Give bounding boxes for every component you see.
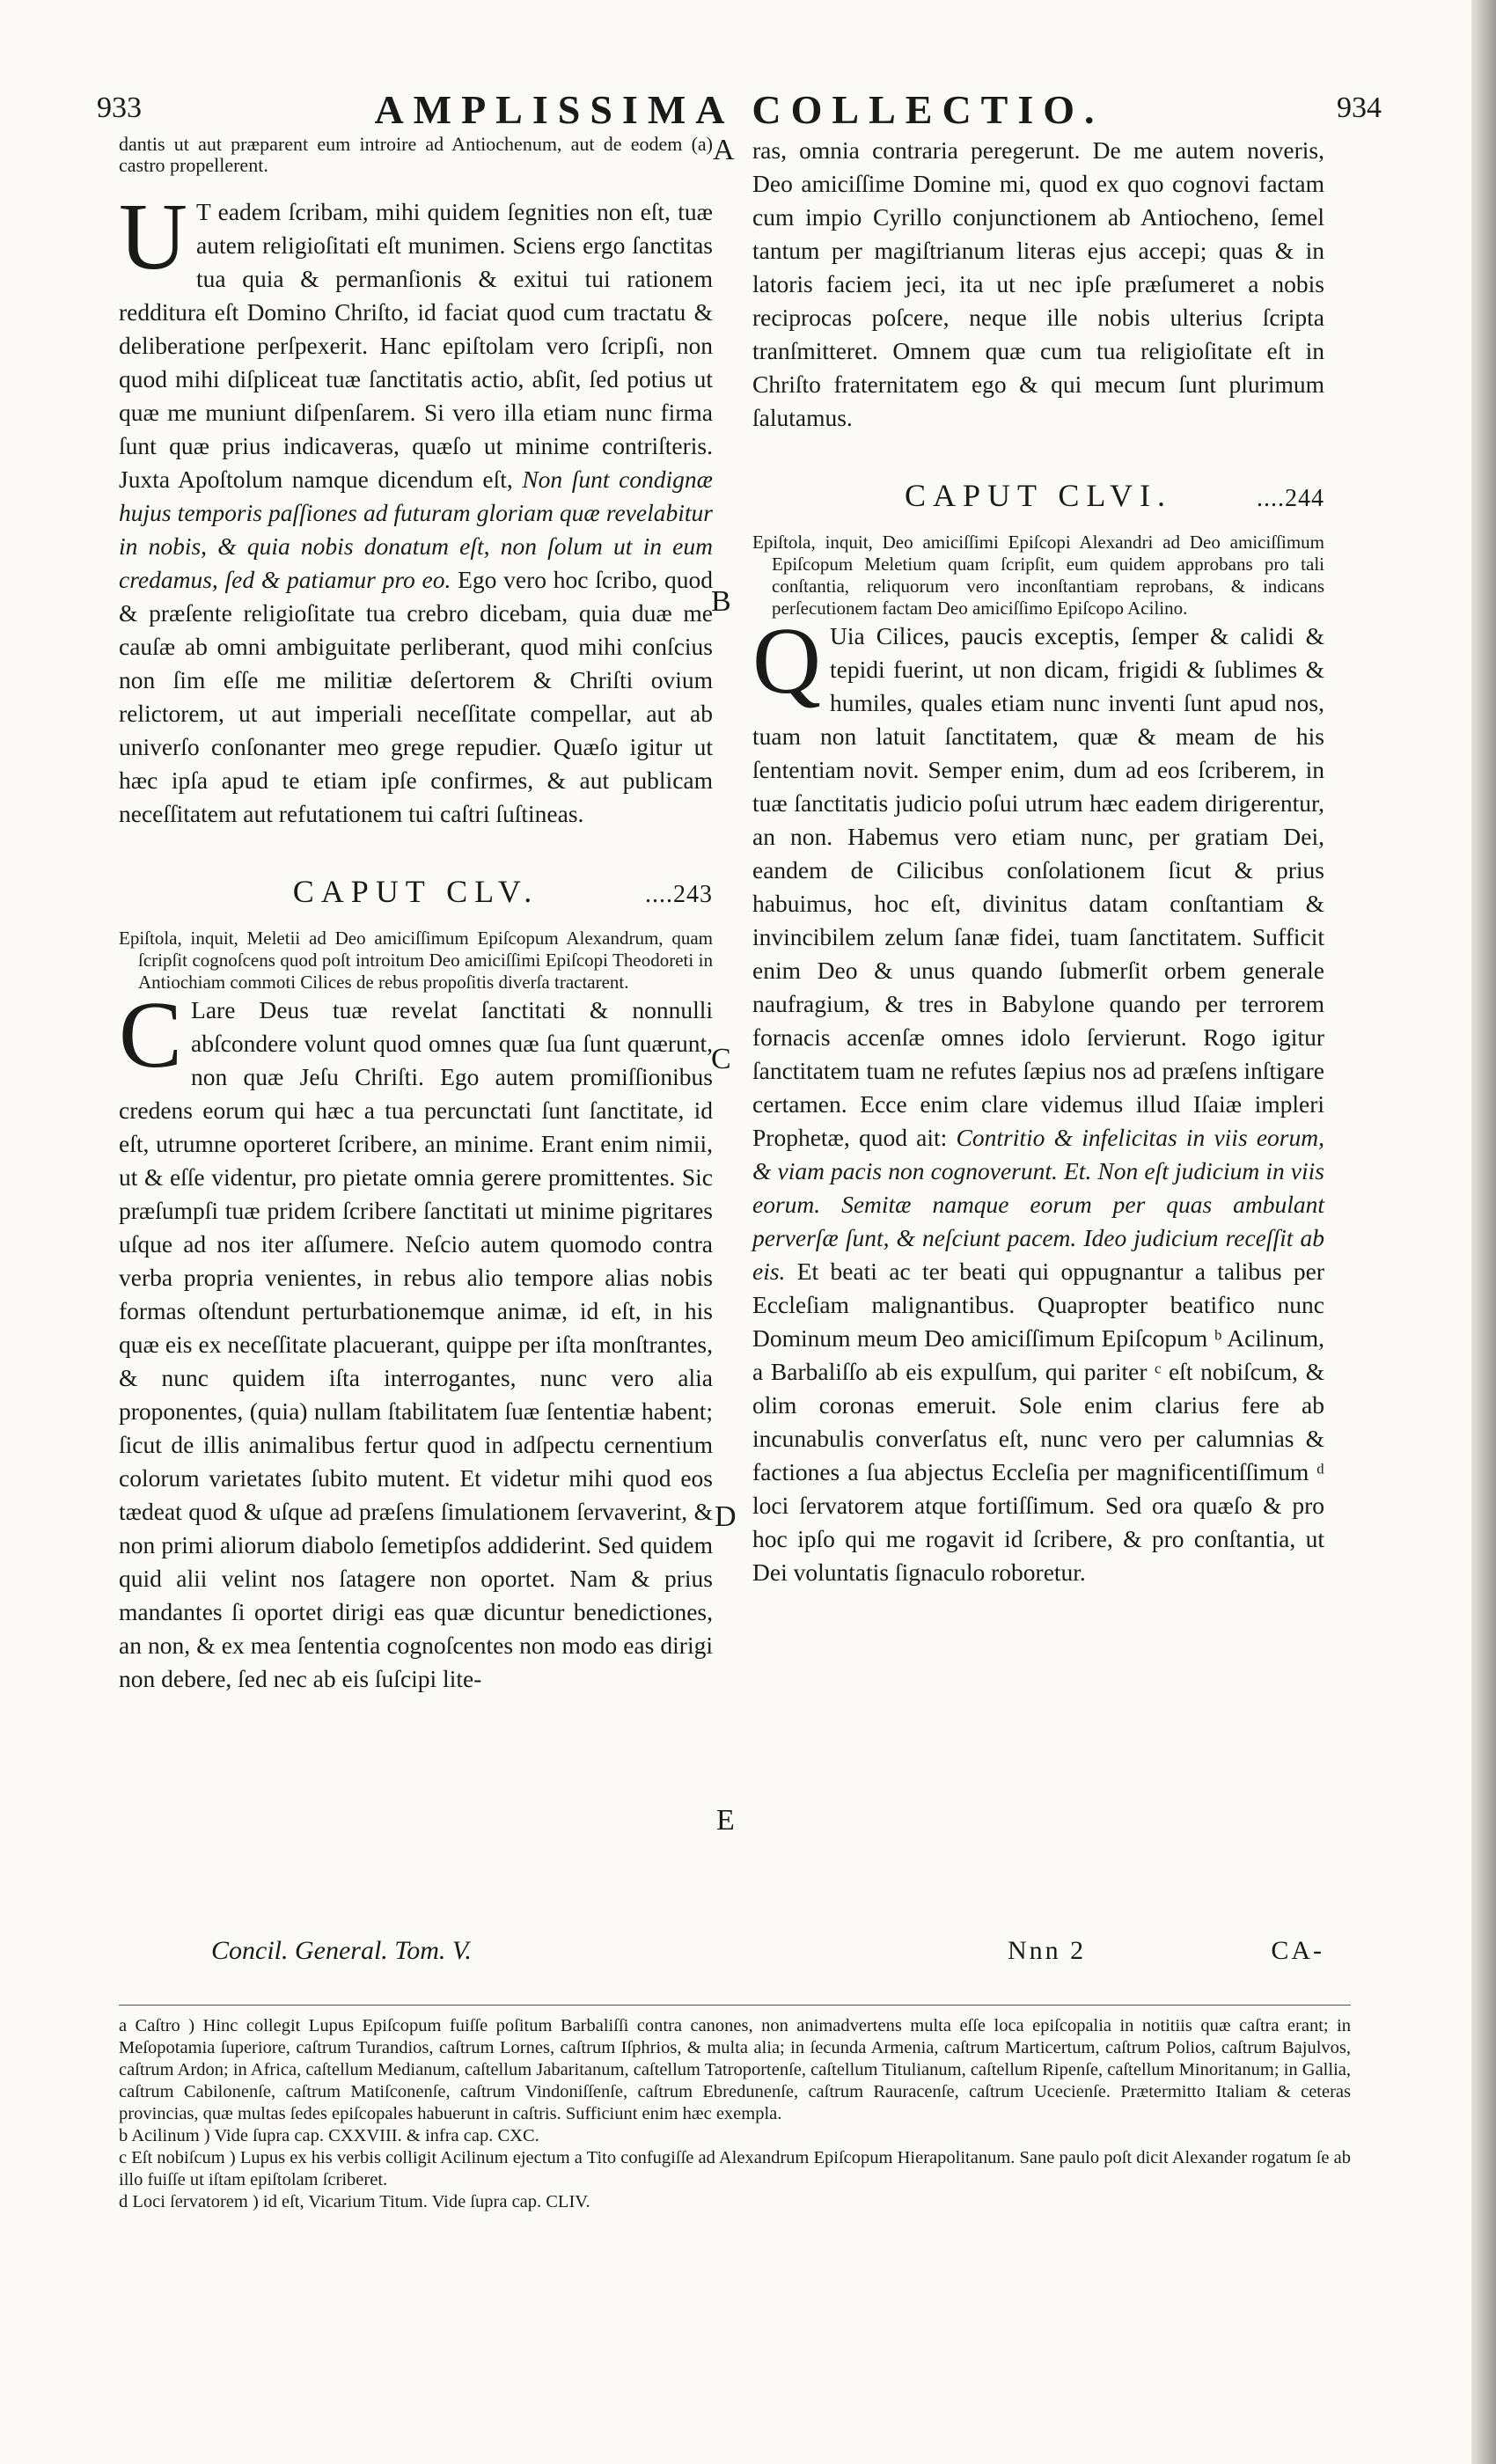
drop-cap: C bbox=[119, 983, 183, 1088]
footnote-a: a Caſtro ) Hinc collegit Lupus Epiſcopum fuiſſe poſitum Barbaliſſi contra canones, non animadvertens multa eſſe loca epiſcopalia in notitiis quæ caſtra erant; in Meſopotamia ſuperiore, caſtrum Turandios, caſtrum Lornes, caſtrum Iſphrios, & multa alia; in ſecunda Armenia, caſtrum Marticertum, caſtrum Polios, caſtrum Bajulvos, caſtrum Ardon; in Africa, caſtellum Medianum, caſtellum Jabaritanum, caſtellum Tatroportenſe, caſtellum Titulianum, caſtellum Ripenſe, caſtellum Minoritanum; in Gallia, caſtrum Cabilonenſe, caſtrum Matiſconenſe, caſtrum Vindoniſſenſe, caſtrum Ebredunenſe, caſtrum Rauracenſe, caſtrum Ucecienſe. Prætermitto Italiam & ceteras provincias, quæ multas ſedes epiſcopales habuerunt in caſtris. Sufficiunt enim hæc exempla. bbox=[119, 2016, 1351, 2123]
chapter-summary: Epiſtola, inquit, Meletii ad Deo amiciſſimum Epiſcopum Alexandrum, quam ſcripſit cognoſcens quod poſt introitum Deo amiciſſimi Epiſcopi Theodoreti in Antiochiam commoti Cilices de rebus propoſitis diverſa tractarent. bbox=[119, 928, 713, 993]
drop-cap: U bbox=[119, 185, 187, 290]
right-p1-text: Uia Cilices, paucis exceptis, ſemper & calidi & tepidi fuerint, ut non dicam, frigidi & ſublimes & humiles, quales etiam nunc inventi ſunt apud nos, tuam non latuit ſanctitatem, quæ & meam de his ſententiam novit. Semper enim, dum ad eos ſcriberem, in tuæ ſanctitatis judicio poſui utrum hæc eadem dirigerentur, an non. Habemus vero etiam nunc, per gratiam Dei, eandem de Cilicibus conſolationem ſicut & prius habuimus, hoc eſt, divinitus datam conſtantiam & invincibilem zelum ſanæ fidei, tuam ſanctitatem. Sufficit enim Deo & unus quando ſubmerſit orbem generale naufragium, & tres in Babylone quando per terrorem fornacis accenſæ omnes idolo ſervierunt. Rogo igitur ſanctitatem tuam ne refutes ſæpius nos ad præſens inſtigare certamen. Ecce enim clare videmus illud Iſaiæ impleri Prophetæ, quod ait: bbox=[752, 622, 1324, 1151]
footnote-c: c Eſt nobiſcum ) Lupus ex his verbis colligit Acilinum ejectum a Tito confugiſſe ad Alexandrum Epiſcopum Hierapolitanum. Sane paulo poſt dicit Alexander rogatum ſe ab illo fuiſſe ut iſtam epiſtolam ſcriberet. bbox=[119, 2148, 1351, 2189]
margin-letter-e: E bbox=[716, 1804, 735, 1837]
footnote-rule bbox=[119, 2005, 1351, 2006]
drop-cap: Q bbox=[752, 609, 821, 714]
left-paragraph-1 bbox=[119, 185, 714, 831]
margin-letter-a: A bbox=[713, 134, 735, 166]
signature-mark: Nnn 2 bbox=[1008, 1936, 1087, 1965]
page-number-left: 933 bbox=[97, 92, 142, 124]
chapter-title: CAPUT CLV. bbox=[292, 874, 539, 909]
volume-label: Concil. General. Tom. V. bbox=[211, 1936, 472, 1965]
chapter-summary: Epiſtola, inquit, Deo amiciſſimi Epiſcopi Alexandri ad Deo amiciſſimum Epiſcopum Meletium quam ſcripſit, eum quidem approbans pro tali conſtantia, reliquorum vero inconſtantiam reprobans, & indicans perſecutionem factam Deo amiciſſimo Epiſcopo Acilino. bbox=[752, 532, 1324, 619]
chapter-ref: ....244 bbox=[1257, 485, 1324, 512]
left-p1-scripture: Non ſunt condignæ hujus temporis paſſiones ad futuram gloriam quæ revelabitur in nobis, & quia nobis donatum eſt, non ſolum ut in eum credamus, ſed & patiamur pro eo. bbox=[119, 466, 714, 593]
margin-letter-d: D bbox=[715, 1500, 737, 1533]
left-p1-end: Ego vero hoc ſcribo, quod & præſente religioſitate tua crebro dicebam, quia duæ me cauſæ ab omni ambiguitate perliberant, quod mihi conſcius non ſim eſſe me militiæ deſertorem & Chriſti ovium relictorem, ut aut imperiali neceſſitate compellar, aut ab univerſo conſonanter meo grege repudier. Quæſo igitur ut hæc ipſa apud te etiam ipſe confirmes, & aut publicam neceſſitatem aut refutationem tui caſtri ſuſtineas. bbox=[119, 566, 714, 827]
catchword: CA- bbox=[1271, 1936, 1324, 1965]
chapter-title: CAPUT CLVI. bbox=[904, 478, 1173, 513]
right-paragraph-1 bbox=[752, 609, 1325, 1589]
footnotes bbox=[119, 2015, 1351, 2213]
left-continuation: dantis ut aut præparent eum introire ad Antiochenum, aut de eodem (a) castro propellerent. bbox=[119, 133, 713, 176]
right-column bbox=[752, 134, 1324, 1589]
running-header bbox=[97, 86, 1382, 139]
page-number-right: 934 bbox=[1337, 92, 1382, 124]
running-title: AMPLISSIMA COLLECTIO. bbox=[374, 87, 1104, 132]
right-p1-end: Et beati ac ter beati qui oppugnantur a talibus per Eccleſiam malignantibus. Quapropter beatifico nunc Dominum meum Deo amiciſſimum Epiſcopum ᵇ Acilinum, a Barbaliſſo ab eis expulſum, qui pariter ᶜ eſt nobiſcum, & olim coronas emeruit. Sole enim clarius fere ab incunabulis converſatus eſt, nunc vero per calumnias & factiones a ſua abjectus Eccleſia per magnificentiſſimum ᵈ loci ſervatorem atque fortiſſimum. Sed ora quæſo & pro hoc ipſo qui me rogavit id ſcribere, & pro conſtantia, ut Dei voluntatis ſignaculo roboretur. bbox=[752, 1258, 1325, 1586]
left-p2-text: Lare Deus tuæ revelat ſanctitati & nonnulli abſcondere volunt quod omnes quæ ſua ſunt quærunt, non quæ Jeſu Chriſti. Ego autem promiſſionibus credens eorum qui hæc a tua percunctati ſunt ſanctitate, id eſt, utrumne oporteret ſcribere, an minime. Erant enim nimii, ut & eſſe videntur, pro pietate omnia gerere promittentes. Sic præſumpſi tuæ pridem ſcribere ſanctitati ut minime pigritares uſque ad nos iter aſſumere. Neſcio autem quomodo contra verba propria venientes, in rebus alio tempore alias nobis formas oſtendunt perturbationemque animæ, id eſt, in his quæ eis ex neceſſitate placuerant, quippe per iſta monſtrantes, & nunc quidem iſta interrogantes, nunc vero alia proponentes, (quia) nullam ſtabilitatem ſuæ ſententiæ habent; ſicut de illis animalibus fertur quod in adſpectu cernentium colorum varietates ſubito mutent. Et videtur mihi quod eos tædeat quod & uſque ad præſens ſimulationem ſervaverint, & non primi aliorum diabolo ſemetipſos addiderint. Sed quidem quid alii velint nos ſatagere non oportet. Nam & prius mandantes ſi oportet dirigi eas quæ dicuntur benedictiones, an non, & ex mea ſententia cognoſcentes non modo eas dirigi non debere, ſed nec ab eis ſuſcipi lite- bbox=[119, 996, 713, 1692]
right-p1-scripture: Contritio & infelicitas in viis eorum, & viam pacis non cognoverunt. Et. Non eſt judicium in viis eorum. Semitæ namque eorum per quas ambulant perverſæ ſunt, & neſciunt pacem. Ideo judicium receſſit ab eis. bbox=[752, 1124, 1324, 1285]
page-edge-shadow bbox=[1471, 0, 1496, 2464]
footnote-d: d Loci ſervatorem ) id eſt, Vicarium Titum. Vide ſupra cap. CLIV. bbox=[119, 2192, 590, 2211]
left-column bbox=[119, 134, 713, 1696]
footnote-b: b Acilinum ) Vide ſupra cap. CXXVIII. & infra cap. CXC. bbox=[119, 2126, 539, 2145]
margin-letter-b: B bbox=[711, 585, 731, 618]
chapter-heading-clvi bbox=[752, 479, 1324, 512]
left-p1-text: T eadem ſcribam, mihi quidem ſegnities non eſt, tuæ autem religioſitati eſt munimen. Sciens ergo ſanctitas tua quia & permanſionis & exitui tui rationem redditura eſt Domino Chriſto, id faciat quod cum tractatu & deliberatione perſpexerit. Hanc epiſtolam vero ſcripſi, non quod mihi diſpliceat tuæ ſanctitatis actio, abſit, ſed potius ut quæ me muniunt diſpenſarem. Si vero illa etiam nunc firma ſunt quæ prius indicaveras, quæſo ut minime contriſteris. Juxta Apoſtolum namque dicendum eſt, bbox=[119, 198, 713, 493]
margin-letter-c: C bbox=[711, 1043, 731, 1075]
chapter-ref: ....243 bbox=[645, 881, 713, 908]
chapter-heading-clv bbox=[119, 875, 713, 908]
right-continuation: ras, omnia contraria peregerunt. De me autem noveris, Deo amiciſſime Domine mi, quod ex quo cognovi factam cum impio Cyrillo conjunctionem ab Antiocheno, ſemel tantum per magiſtrianum literas ejus accepi; quas & in latoris faciem jeci, ita ut nec ipſe præſumeret a nobis reciprocas poſcere, neque ille nobis ulterius ſcripta tranſmitteret. Omnem quæ cum tua religioſitate eſt in Chriſto fraternitatem ego & qui mecum ſunt plurimum ſalutamus. bbox=[752, 136, 1324, 431]
left-paragraph-2 bbox=[119, 983, 713, 1696]
